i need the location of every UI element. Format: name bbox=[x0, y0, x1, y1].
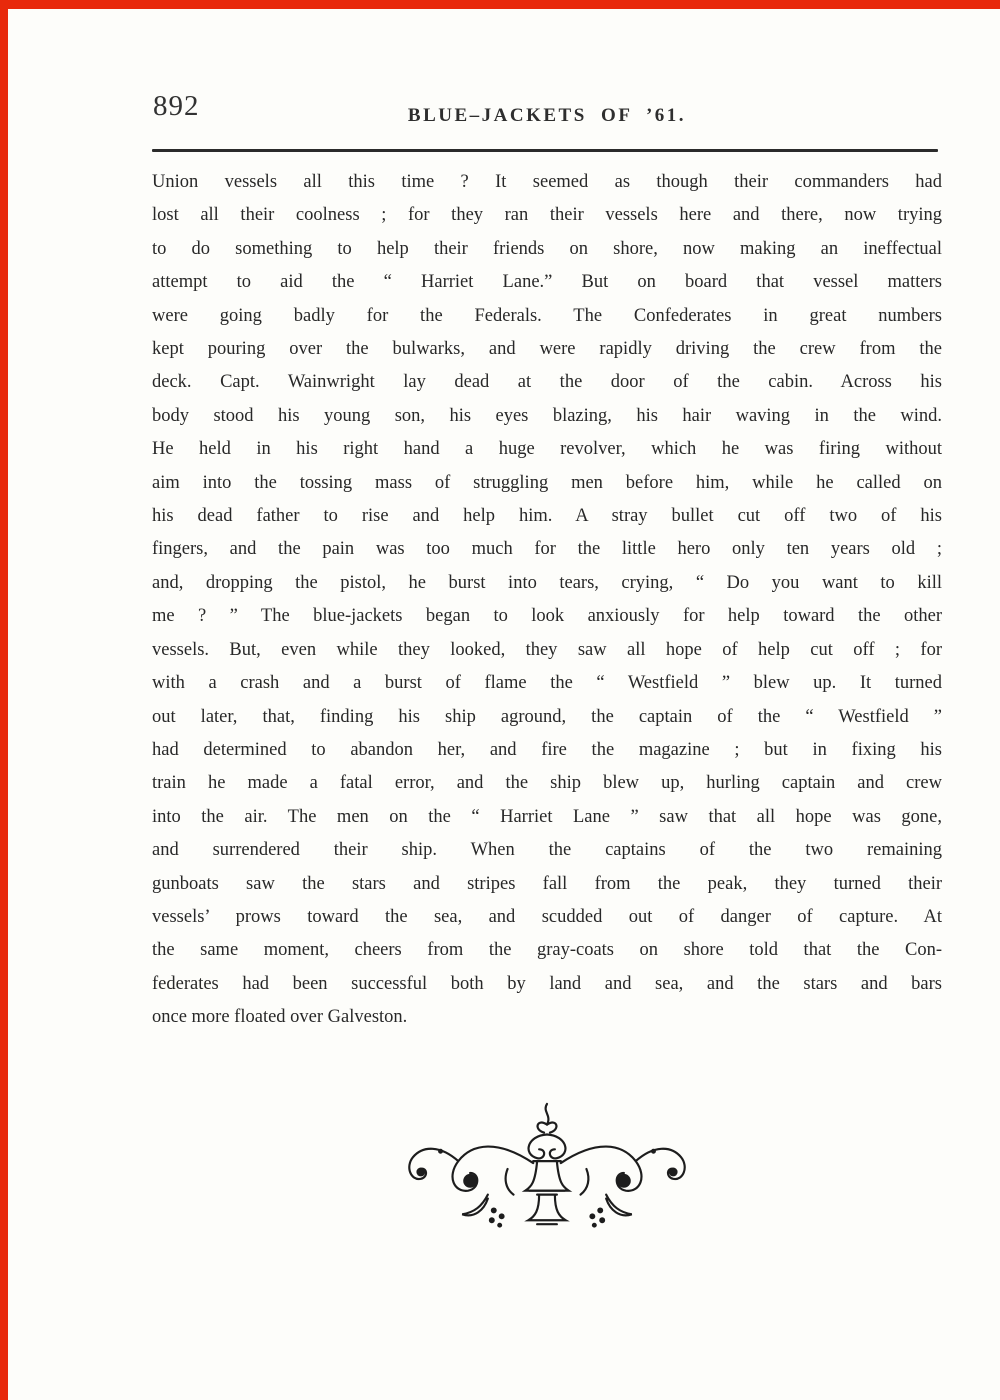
text-line: train he made a fatal error, and the ship blew up, hurling captain and crew bbox=[152, 773, 942, 794]
text-line: into the air. The men on the “ Harriet Lane ” saw that all hope was gone, bbox=[152, 806, 942, 827]
text-line: gunboats saw the stars and stripes fall from the peak, they turned their bbox=[152, 873, 942, 894]
text-line: to do something to help their friends on shore, now making an ineffectual bbox=[152, 238, 942, 259]
tailpiece-ornament-graphic bbox=[389, 1100, 705, 1238]
text-line: attempt to aid the “ Harriet Lane.” But on board that vessel matters bbox=[152, 272, 942, 293]
text-line: out later, that, finding his ship aground, the captain of the “ Westfield ” bbox=[152, 706, 942, 727]
scan-edge-top bbox=[0, 0, 1000, 9]
text-line: kept pouring over the bulwarks, and were rapidly driving the crew from the bbox=[152, 339, 942, 360]
page-number: 892 bbox=[153, 90, 200, 122]
text-line: with a crash and a burst of flame the “ Westfield ” blew up. It turned bbox=[152, 673, 942, 694]
text-line: and surrendered their ship. When the captains of the two remaining bbox=[152, 840, 942, 861]
text-line: Union vessels all this time ? It seemed as though their commanders had bbox=[152, 172, 942, 192]
tailpiece-ornament bbox=[152, 1100, 942, 1238]
scan-edge-left bbox=[0, 0, 8, 1400]
text-line: aim into the tossing mass of struggling men before him, while he called on bbox=[152, 472, 942, 493]
text-line: He held in his right hand a huge revolver, which he was firing without bbox=[152, 439, 942, 460]
text-line: me ? ” The blue-jackets began to look anxiously for help toward the other bbox=[152, 606, 942, 627]
text-line: had determined to abandon her, and fire the magazine ; but in fixing his bbox=[152, 739, 942, 760]
text-line: fingers, and the pain was too much for the little hero only ten years old ; bbox=[152, 539, 942, 560]
text-line: vessels. But, even while they looked, they saw all hope of help cut off ; for bbox=[152, 639, 942, 660]
running-head-title: BLUE–JACKETS OF ’61. bbox=[407, 105, 687, 126]
text-line: once more floated over Galveston. bbox=[152, 1007, 408, 1028]
header-rule bbox=[152, 149, 938, 152]
text-line: federates had been successful both by land and sea, and the stars and bars bbox=[152, 973, 942, 994]
text-line: his dead father to rise and help him. A stray bullet cut off two of his bbox=[152, 506, 942, 527]
text-line: the same moment, cheers from the gray-coats on shore told that the Con- bbox=[152, 940, 942, 961]
text-line: were going badly for the Federals. The Confederates in great numbers bbox=[152, 305, 942, 326]
body-text bbox=[152, 166, 942, 1035]
text-line: deck. Capt. Wainwright lay dead at the door of the cabin. Across his bbox=[152, 372, 942, 393]
text-line: body stood his young son, his eyes blazing, his hair waving in the wind. bbox=[152, 405, 942, 426]
text-line: vessels’ prows toward the sea, and scudded out of danger of capture. At bbox=[152, 906, 942, 927]
text-line: and, dropping the pistol, he burst into tears, crying, “ Do you want to kill bbox=[152, 572, 942, 593]
text-line: lost all their coolness ; for they ran their vessels here and there, now trying bbox=[152, 205, 942, 226]
